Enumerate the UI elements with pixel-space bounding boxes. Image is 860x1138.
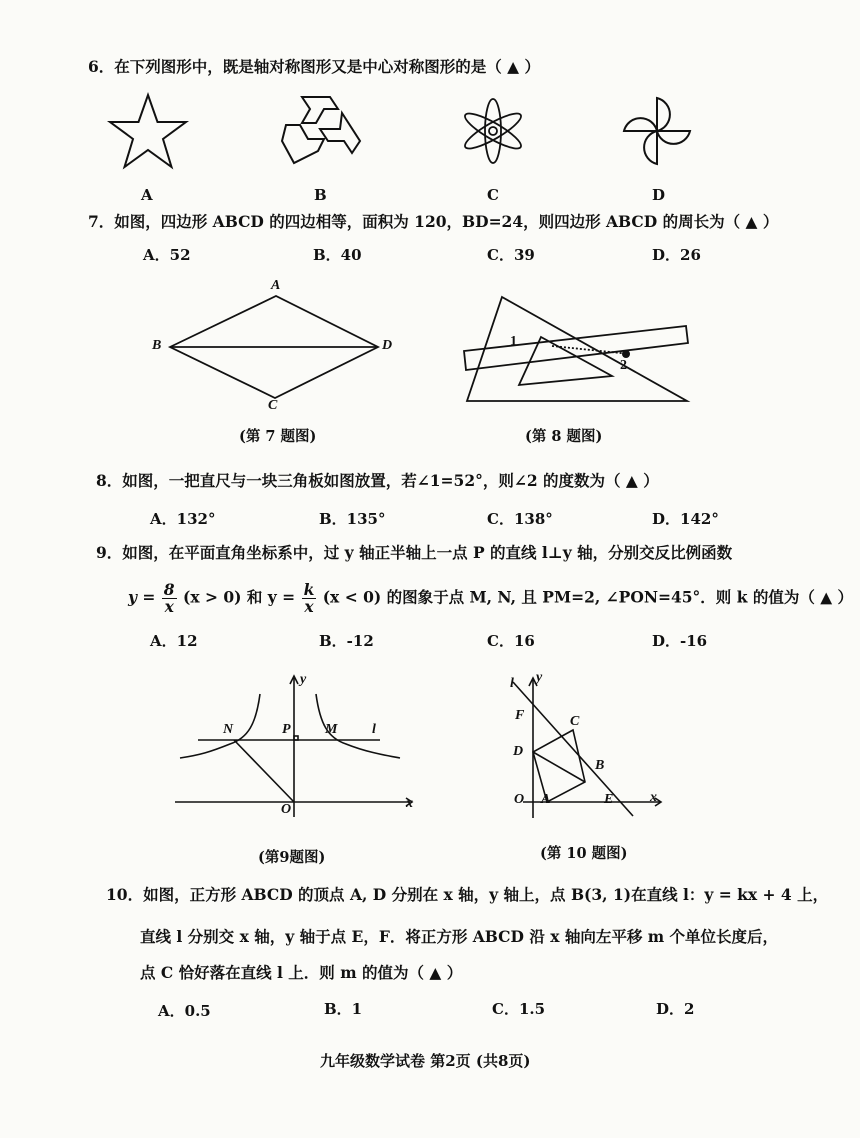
- q8-label-1: 1: [510, 334, 517, 349]
- q8-option-a: A．132°: [150, 510, 216, 528]
- q9-label-o: O: [281, 802, 292, 817]
- q7-label-c: C: [268, 398, 278, 413]
- q10-label-a: A: [541, 792, 551, 807]
- q9-coordinate-figure: [170, 672, 420, 822]
- q10-option-d: D．2: [656, 1000, 695, 1018]
- q7-option-a: A．52: [143, 246, 191, 264]
- q7-label-b: B: [152, 338, 162, 353]
- q10-label-d: D: [513, 744, 524, 759]
- q9-label-y: y: [300, 672, 307, 687]
- q9-fraction-k-over-x: $\frac{k}{x}$: [303, 580, 315, 616]
- q8-option-d: D．142°: [652, 510, 719, 528]
- q9-label-n: N: [223, 722, 234, 737]
- q9-option-b: B．-12: [319, 632, 374, 650]
- q8-option-b: B．135°: [319, 510, 386, 528]
- q6-option-c: C: [487, 186, 499, 204]
- q9-eq1-lhs: y =: [128, 587, 156, 607]
- q10-label-f: F: [515, 708, 525, 723]
- q6-option-a: A: [141, 186, 153, 204]
- rhombus-figure: [160, 290, 393, 405]
- star-figure: [106, 93, 190, 169]
- q10-label-e: E: [604, 792, 614, 807]
- q9-label-x: x: [406, 796, 413, 811]
- flower-figure: [455, 95, 531, 167]
- q10-line1: 10．如图，正方形 ABCD 的顶点 A, D 分别在 x 轴，y 轴上，点 B(3, 1)在直线 l：y = kx + 4 上，: [106, 885, 829, 904]
- q8-option-c: C．138°: [487, 510, 553, 528]
- q10-option-c: C．1.5: [492, 1000, 546, 1018]
- q7-option-c: C．39: [487, 246, 535, 264]
- q10-option-b: B．1: [324, 1000, 363, 1018]
- page-footer: 九年级数学试卷 第2页 (共8页): [320, 1052, 531, 1070]
- q10-label-b: B: [595, 758, 605, 773]
- q10-line2: 直线 l 分别交 x 轴，y 轴于点 E，F．将正方形 ABCD 沿 x 轴向左平移 m 个单位长度后，: [140, 927, 779, 946]
- q10-line3: 点 C 恰好落在直线 l 上．则 m 的值为（ ▲ ）: [140, 963, 463, 982]
- ruler-triangle-figure: [462, 290, 692, 405]
- q8-text: 8．如图，一把直尺与一块三角板如图放置，若∠1=52°，则∠2 的度数为（ ▲ ）: [96, 471, 659, 490]
- q9-option-d: D．-16: [652, 632, 708, 650]
- q10-square-figure: [505, 672, 665, 822]
- q9-option-c: C．16: [487, 632, 535, 650]
- q10-label-y: y: [536, 670, 543, 685]
- q9-option-a: A．12: [150, 632, 198, 650]
- q7-label-d: D: [382, 338, 393, 353]
- q8-label-2: 2: [620, 358, 627, 373]
- recycle-figure: [280, 95, 364, 167]
- q10-label-l: l: [510, 676, 514, 691]
- q10-label-x: x: [650, 790, 657, 805]
- q6-text: 6．在下列图形中，既是轴对称图形又是中心对称图形的是（ ▲ ）: [88, 57, 540, 76]
- pinwheel-figure: [618, 94, 696, 168]
- q9-caption: (第9题图): [258, 849, 326, 866]
- q9-fraction-8-over-x: $\frac{8}{x}$: [163, 580, 175, 616]
- q9-label-p: P: [282, 722, 291, 737]
- q9-label-m: M: [325, 722, 338, 737]
- q7-label-a: A: [271, 278, 281, 293]
- q7-caption: (第 7 题图): [239, 428, 317, 445]
- q10-label-c: C: [570, 714, 580, 729]
- q7-option-b: B．40: [313, 246, 362, 264]
- q6-option-b: B: [314, 186, 327, 204]
- q9-eq-mid: (x > 0) 和 y =: [183, 587, 296, 607]
- q7-text: 7．如图，四边形 ABCD 的四边相等，面积为 120，BD=24，则四边形 ABCD 的周长为（ ▲ ）: [88, 212, 779, 231]
- q6-option-d: D: [652, 186, 666, 204]
- q10-option-a: A．0.5: [158, 1002, 211, 1020]
- q7-option-d: D．26: [652, 246, 701, 264]
- q10-label-o: O: [514, 792, 525, 807]
- q9-line1: 9．如图，在平面直角坐标系中，过 y 轴正半轴上一点 P 的直线 l⊥y 轴，分别交反比例函数: [96, 543, 733, 562]
- q9-eq-tail: (x < 0) 的图象于点 M, N, 且 PM=2, ∠PON=45°．则 k 的值为（ ▲ ）: [322, 587, 854, 607]
- q10-caption: (第 10 题图): [540, 845, 628, 862]
- q9-label-l: l: [372, 722, 376, 737]
- q9-line2: [128, 582, 853, 615]
- q8-caption: (第 8 题图): [525, 428, 603, 445]
